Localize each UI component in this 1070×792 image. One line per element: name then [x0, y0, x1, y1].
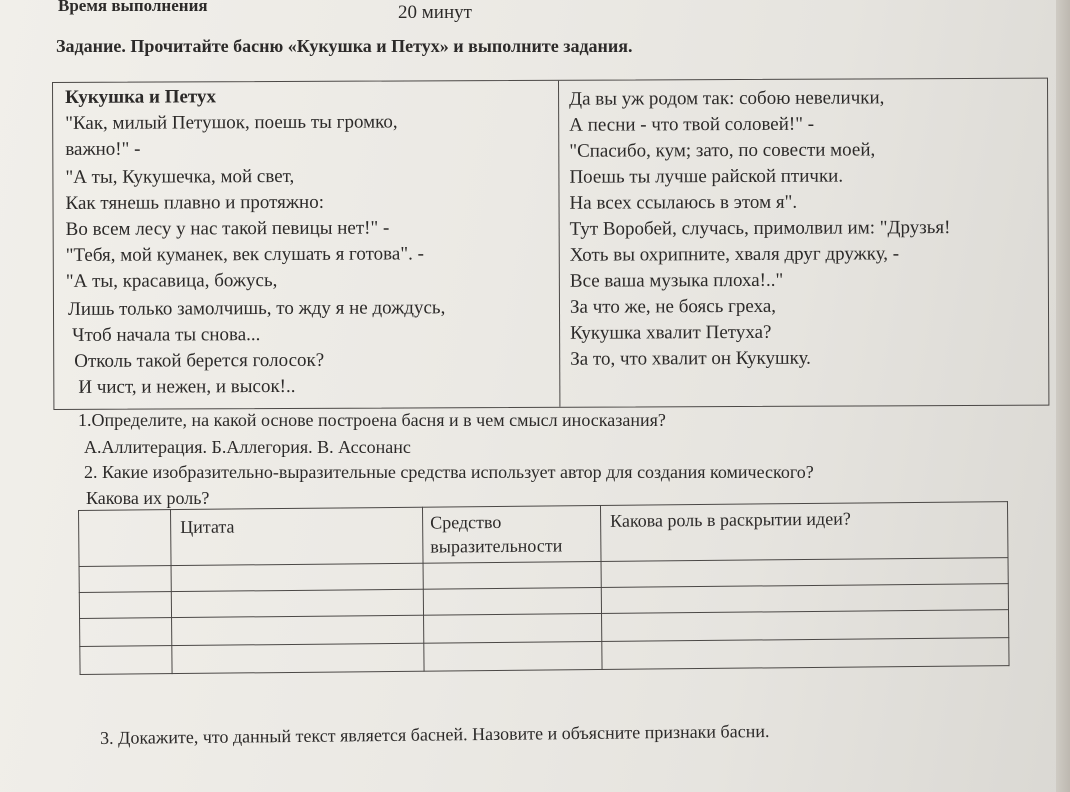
question-2-line-1: 2. Какие изобразительно-выразительные средства использует автор для создания комического?	[84, 462, 814, 482]
table-row-line	[79, 583, 1009, 593]
col-header-means-line2: выразительности	[430, 535, 563, 557]
fable-left-line: "А ты, Кукушечка, мой свет,	[65, 165, 295, 188]
time-label: Время выполнения	[58, 0, 208, 15]
fable-left-line: "А ты, красавица, божусь,	[65, 270, 278, 292]
table-border-bottom	[80, 665, 1010, 675]
fable-right-line: "Спасибо, кум; зато, по совести моей,	[569, 139, 876, 162]
fable-left-line: Чтоб начала ты снова...	[72, 324, 261, 346]
answer-table	[78, 501, 1010, 675]
fable-left-line: "Тебя, мой куманек, век слушать я готова". -	[65, 243, 424, 266]
fable-left-line: Во всем лесу у нас такой певицы нет!" -	[65, 217, 390, 240]
time-value: 20 минут	[398, 2, 472, 23]
fable-right-line: Хоть вы охрипните, хваля друг дружку, -	[569, 243, 900, 266]
fable-left-line: Как тянешь плавно и протяжно:	[65, 191, 325, 214]
question-2-line-2: Какова их роль?	[86, 488, 210, 508]
fable-title: Кукушка и Петух	[65, 86, 217, 108]
fable-box	[52, 78, 1049, 410]
table-row-line	[79, 557, 1009, 567]
fable-right-line: Тут Воробей, случась, примолвил им: "Друзья!	[569, 217, 951, 240]
fable-right-line: Поешь ты лучше райской птички.	[569, 165, 844, 188]
question-1-options: А.Аллитерация. Б.Аллегория. В. Ассонанс	[84, 437, 411, 457]
fable-left-line: важно!" -	[65, 138, 141, 160]
fable-right-line: Все ваша музыка плоха!.."	[569, 269, 784, 292]
col-header-quote: Цитата	[180, 516, 235, 538]
fable-left-line: Отколь такой берется голосок?	[74, 349, 325, 372]
fable-right-line: За то, что хвалит он Кукушку.	[570, 347, 811, 370]
fable-right-line: За что же, не боясь греха,	[569, 295, 777, 318]
fable-column-divider	[558, 81, 560, 407]
table-row-line	[79, 637, 1009, 647]
table-border-top	[78, 501, 1008, 511]
fable-left-line: Лишь только замолчишь, то жду я не дождусь,	[67, 297, 446, 320]
question-3: 3. Докажите, что данный текст является басней. Назовите и объясните признаки басни.	[100, 720, 770, 748]
fable-left-line: И чист, и нежен, и высок!..	[78, 375, 296, 398]
fable-right-line: А песни - что твой соловей!" -	[569, 113, 815, 136]
task-heading: Задание. Прочитайте басню «Кукушка и Петух» и выполните задания.	[56, 36, 633, 56]
fable-left-line: "Как, милый Петушок, поешь ты громко,	[65, 111, 398, 134]
table-row-line	[79, 609, 1009, 619]
col-header-role: Какова роль в раскрытии идеи?	[610, 508, 851, 531]
fable-right-line: Кукушка хвалит Петуха?	[570, 321, 772, 344]
page-edge-shadow	[1056, 0, 1070, 792]
question-1: 1.Определите, на какой основе построена басня и в чем смысл иносказания?	[78, 410, 666, 430]
fable-right-line: На всех ссылаюсь в этом я".	[569, 191, 798, 214]
fable-right-line: Да вы уж родом так: собою невелички,	[569, 87, 885, 110]
table-border-right	[1007, 501, 1010, 666]
col-header-means-line1: Средство	[430, 511, 502, 533]
